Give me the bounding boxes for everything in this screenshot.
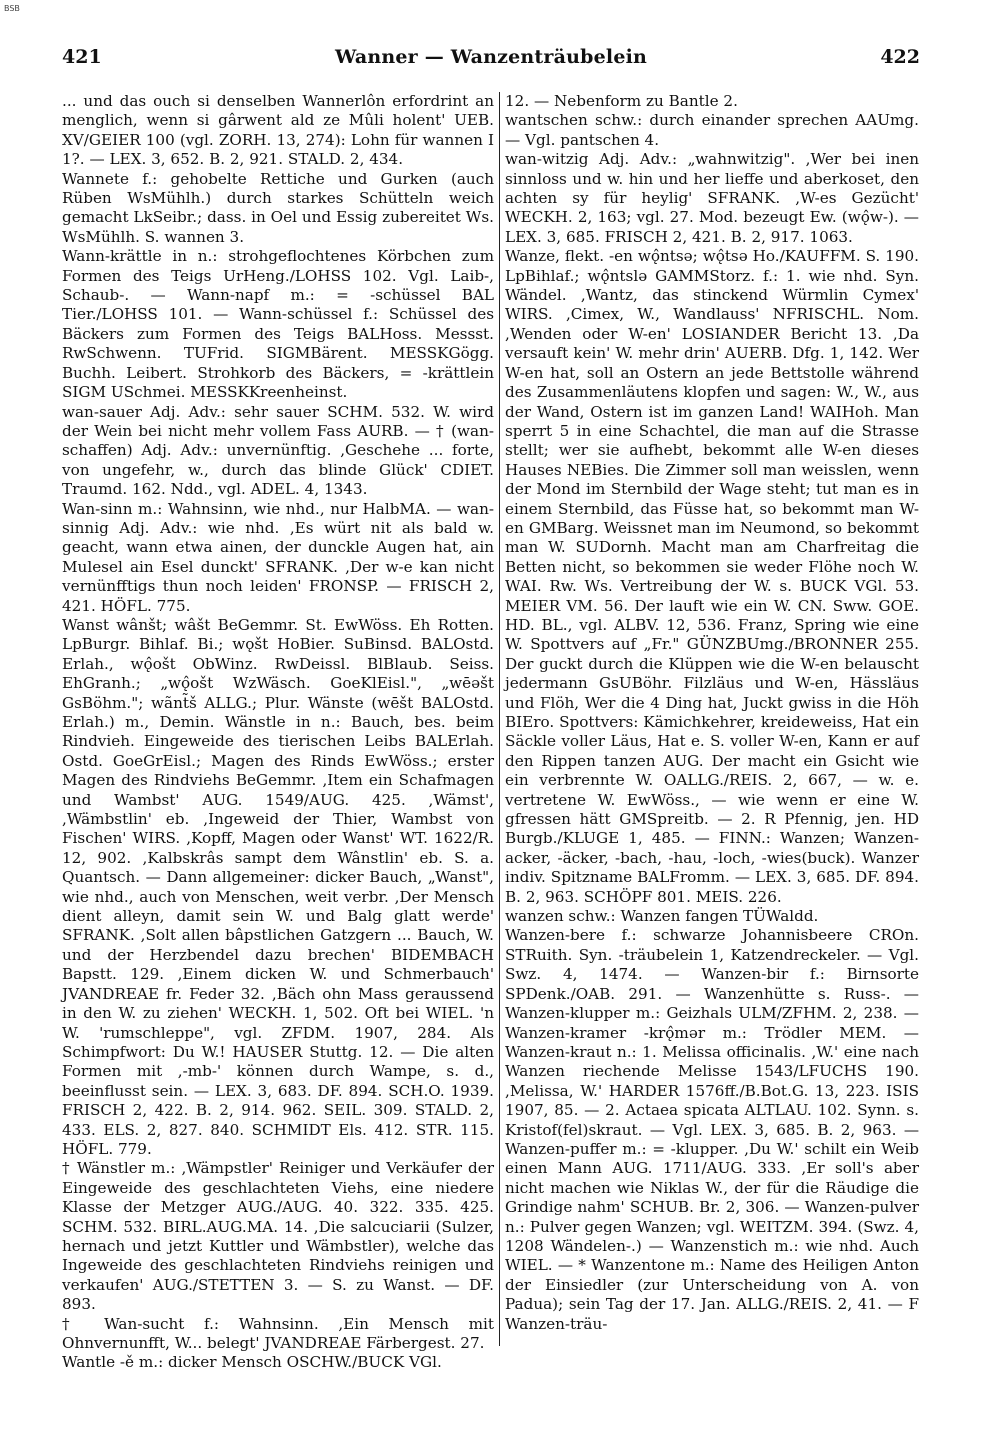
entry-waenstler: † Wänstler m.: ,Wämpstler' Reiniger und Verkäufer der Eingeweide des geschlachteten Viehs, eine niedere Klasse der Metzger AUG./AUG. 40. 322. 335. 425. SCHM. 532. BIRL.AUG.MA. 14. ,Die salcuciarii (Sulzer, hernach und jetzt Kuttler und Wämbstler), welche das Ingeweide des geschlachteten Rindviehs reinigen und verkaufen' AUG./STETTEN 3. — S. zu Wanst. — DF. 893. <box>62 1159 494 1314</box>
entry-wanst: Wanst wânšt; wâšt BeGemmr. St. EwWöss. Eh Rotten. LpBurgr. Bihlaf. Bi.; wǫšt HoBier. SuBinsd. BALOstd. Erlah., wǫ̂ošt ObWinz. RwDeissl. BlBlaub. Seiss. EhGranh.; „wǫ̂ošt WzWäsch. GoeKlEisl.", „wēǝšt GsBöhm."; wãnt̃š ALLG.; Plur. Wänste (wēšt BALOstd. Erlah.) m., Demin. Wänstle in n.: Bauch, bes. beim Rindvieh. Eingeweide des tierischen Leibs BALErlah. Ostd. GoeGrEisl.; Magen des Rinds EwWöss.; erster Magen des Rindviehs BeGemmr. ,Item ein Schafmagen und Wambst' AUG. 1549/AUG. 425. ,Wämst', ,Wämbstlin' eb. ,Ingeweid der Thier, Wambst von Fischen' WIRS. ,Kopff, Magen oder Wanst' WT. 1622/R. 12, 902. ,Kalbskrâs sampt dem Wânstlin' eb. S. a. Quantsch. — Dann allgemeiner: dicker Bauch, „Wanst", wie nhd., auch von Menschen, weit verbr. ,Der Mensch dient alleyn, damit sein W. und Balg glatt werde' SFRANK. ,Solt allen bâpstlichen Gatzgern ... Bauch, W. und der Herzbendel dazu brechen' BIDEMBACH Bapstt. 129. ,Einem dicken W. und Schmerbauch' JVANDREAE fr. Feder 32. ,Bäch ohn Mass geraussend in den W. zu ziehen' WECKH. 1, 502. Oft bei WIEL. 'n W. 'rumschleppe", vgl. ZFDM. 1907, 284. Als Schimpfwort: Du W.! HAUSER Stuttg. 12. — Die alten Formen mit ,-mb-' können durch Wampe, s. d., beeinflusst sein. — LEX. 3, 683. DF. 894. SCH.O. 1939. FRISCH 2, 422. B. 2, 914. 962. SEIL. 309. STALD. 2, 433. ELS. 2, 827. 840. SCHMIDT Els. 412. STR. 115. HÖFL. 779. <box>62 615 494 1158</box>
page-number-right: 422 <box>880 46 920 68</box>
corner-mark: BSB <box>4 4 20 13</box>
entry-wan-witzig: wan-witzig Adj. Adv.: „wahnwitzig". ,Wer bei inen sinnloss und w. hin und her lieffe und aberkoset, den achten sy für heylig' SFRANK. ,W-es Gezücht' WECKH. 2, 163; vgl. 27. Mod. bezeugt Ew. (wǫ̂w-). — LEX. 3, 685. FRISCH 2, 421. B. 2, 917. 1063. <box>505 150 919 246</box>
entry-wan-sinn: Wan-sinn m.: Wahnsinn, wie nhd., nur HalbMA. — wan-sinnig Adj. Adv.: wie nhd. ,Es würt nit als bald w. geacht, wann etwa ainen, der dunckle Augen hat, ain Mulesel ain Esel dunckt' SFRANK. ,Der w-e kan nicht vernünfftigs thun noch leiden' FRONSP. — FRISCH 2, 421. HÖFL. 775. <box>62 499 494 615</box>
entry-wann-kraettle: Wann-krättle in n.: strohgeflochtenes Körbchen zum Formen des Teigs UrHeng./LOHSS 102. Vgl. Laib-, Schaub-. — Wann-napf m.: = -schüssel BAL Tier./LOHSS 101. — Wann-schüssel f.: Schüssel des Bäckers zum Formen des Teigs BALHoss. Messst. RwSchwenn. TUFrid. SIGMBärent. MESSKGögg. Buchh. Leibert. Strohkorb des Bäckers, = -krättlein SIGM USchmei. MESSKKreenheinst. <box>62 247 494 402</box>
entry-paragraph: ... und das ouch si denselben Wannerlôn erfordrint an menglich, wenn si gârwent ald ze Mûli holent' UEB. XV/GEIER 100 (vgl. ZORH. 13, 274): Lohn für wannen I 1?. — LEX. 3, 652. B. 2, 921. STALD. 2, 434. <box>62 92 494 169</box>
page-header <box>62 46 920 74</box>
entry-wan-sucht: † Wan-sucht f.: Wahnsinn. ,Ein Mensch mit Ohnvernunfft, W... belegt' JVANDREAE Färbergest. 27. <box>62 1314 494 1352</box>
entry-wan-sauer: wan-sauer Adj. Adv.: sehr sauer SCHM. 532. W. wird der Wein bei nicht mehr vollem Fass AURB. — † (wan-schaffen) Adj. Adv.: unvernünftig. ,Geschehe ... forte, von ungefehr, w., durch das blinde Glück' CDIET. Traumd. 162. Ndd., vgl. ADEL. 4, 1343. <box>62 402 494 499</box>
running-title: Wanner — Wanzenträubelein <box>334 46 648 68</box>
column-divider <box>499 92 500 1346</box>
entry-wannete: Wannete f.: gehobelte Rettiche und Gurken (auch Rüben WsMühlh.) durch starkes Schütteln weich gemacht LkSeibr.; dass. in Oel und Essig zubereitet Ws. WsMühlh. S. wannen 3. <box>62 169 494 246</box>
entry-wanzen-compounds: Wanzen-bere f.: schwarze Johannisbeere CROn. STRuith. Syn. -träubelein 1, Katzendreckeler. — Vgl. Swz. 4, 1474. — Wanzen-bir f.: Birnsorte SPDenk./OAB. 291. — Wanzenhütte s. Russ-. — Wanzen-klupper m.: Geizhals ULM/ZFHM. 2, 238. — Wanzen-kramer -krǫ̂mǝr m.: Trödler MEM. — Wanzen-kraut n.: 1. Melissa officinalis. ,W.' eine nach Wanzen riechende Melisse 1543/LFUCHS 190. ,Melissa, W.' HARDER 1576ff./B.Bot.G. 13, 223. ISIS 1907, 85. — 2. Actaea spicata ALTLAU. 102. Synn. s. Kristof(fel)skraut. — Vgl. LEX. 3, 685. B. 2, 963. — Wanzen-puffer m.: = -klupper. ,Du W.' schilt ein Weib einen Mann AUG. 1711/AUG. 333. ,Er soll's aber nicht machen wie Niklas W., der für die Räudige die Grindige nahm' SCHUB. Br. 2, 306. — Wanzen-pulver n.: Pulver gegen Wanzen; vgl. WEITZM. 394. (Swz. 4, 1208 Wändelen-.) — Wanzenstich m.: wie nhd. Auch WIEL. — * Wanzentone m.: Name des Heiligen Anton der Einsiedler (zur Unterscheidung von A. von Padua); sein Tag der 17. Jan. ALLG./REIS. 2, 41. — F Wanzen-träu- <box>505 926 919 1333</box>
entry-wantschen: wantschen schw.: durch einander sprechen AAUmg. — Vgl. pantschen 4. <box>505 111 919 149</box>
entry-wanzen-verb: wanzen schw.: Wanzen fangen TÜWaldd. <box>505 907 819 926</box>
entry-continuation: 12. — Nebenform zu Bantle 2. <box>505 92 738 110</box>
entry-wantle: Wantle -ě m.: dicker Mensch OSCHW./BUCK VGl. <box>62 1353 442 1372</box>
entry-wanze: Wanze, flekt. -en wǫ̂ntsǝ; wǫ̂tsǝ Ho./KAUFFM. S. 190. LpBihlaf.; wǫ̂ntslǝ GAMMStorz. f.: 1. wie nhd. Syn. Wändel. ,Wantz, das stinckend Würmlin Cymex' WIRS. ,Cimex, W., Wandlauss' NFRISCHL. Nom. ,Wenden oder W-en' LOSIANDER Bericht 13. ,Da versauft kein' W. mehr drin' AUERB. Dfg. 1, 142. Wer W-en hat, soll an Ostern an jede Bettstolle während des Zusammenläutens klopfen und sagen: W., W., aus der Wand, Ostern ist im ganzen Land! WAIHoh. Man sperrt 5 in eine Schachtel, die man auf die Strasse stellt; wer sie aufhebt, bekommt alle W-en dieses Hauses NEBies. Die Zimmer soll man weisslen, wenn der Mond im Sternbild der Wage steht; tut man es in einem Sternbild, das Füsse hat, so bekommt man W-en GMBarg. Weissnet man im Neumond, so bekommt man W. SUDornh. Macht man am Charfreitag die Betten nicht, so bekommen sie weder Flöhe noch W. WAI. Rw. Ws. Vertreibung der W. s. BUCK VGl. 53. MEIER VM. 56. Der lauft wie ein W. CN. Sww. GOE. HD. BL., vgl. ALBV. 12, 536. Franz, Spring wie eine W. Spottvers auf „Fr." GÜNZBUmg./BRONNER 255. Der guckt durch die Klüppen wie die W-en belauscht jedermann GsUBöhr. Filzläus und W-en, Hässläus und Flöh, Wer die 4 Ding hat, Juckt gwiss in die Höh BIEro. Spottvers: Kämichkehrer, kreideweiss, Hat ein Säckle voller Läus, Hat e. S. voller W-en, Kann er auf den Rippen tanzen AUG. Der macht ein Gsicht wie ein verbrennte W. OALLG./REIS. 2, 667, — w. e. vertretene W. EwWöss., — wie wenn er eine W. gfressen hätt GMSpreitb. — 2. R Pfennig, jen. HD Burgb./KLUGE 1, 485. — FINN.: Wanzen; Wanzen-acker, -äcker, -bach, -hau, -loch, -wies(buck). Wanzer indiv. Spitzname BALFromm. — LEX. 3, 685. DF. 894. B. 2, 963. SCHÖPF 801. MEIS. 226. <box>505 247 919 906</box>
page-number-left: 421 <box>62 46 102 68</box>
left-column <box>62 92 494 1372</box>
right-column <box>505 92 919 1354</box>
